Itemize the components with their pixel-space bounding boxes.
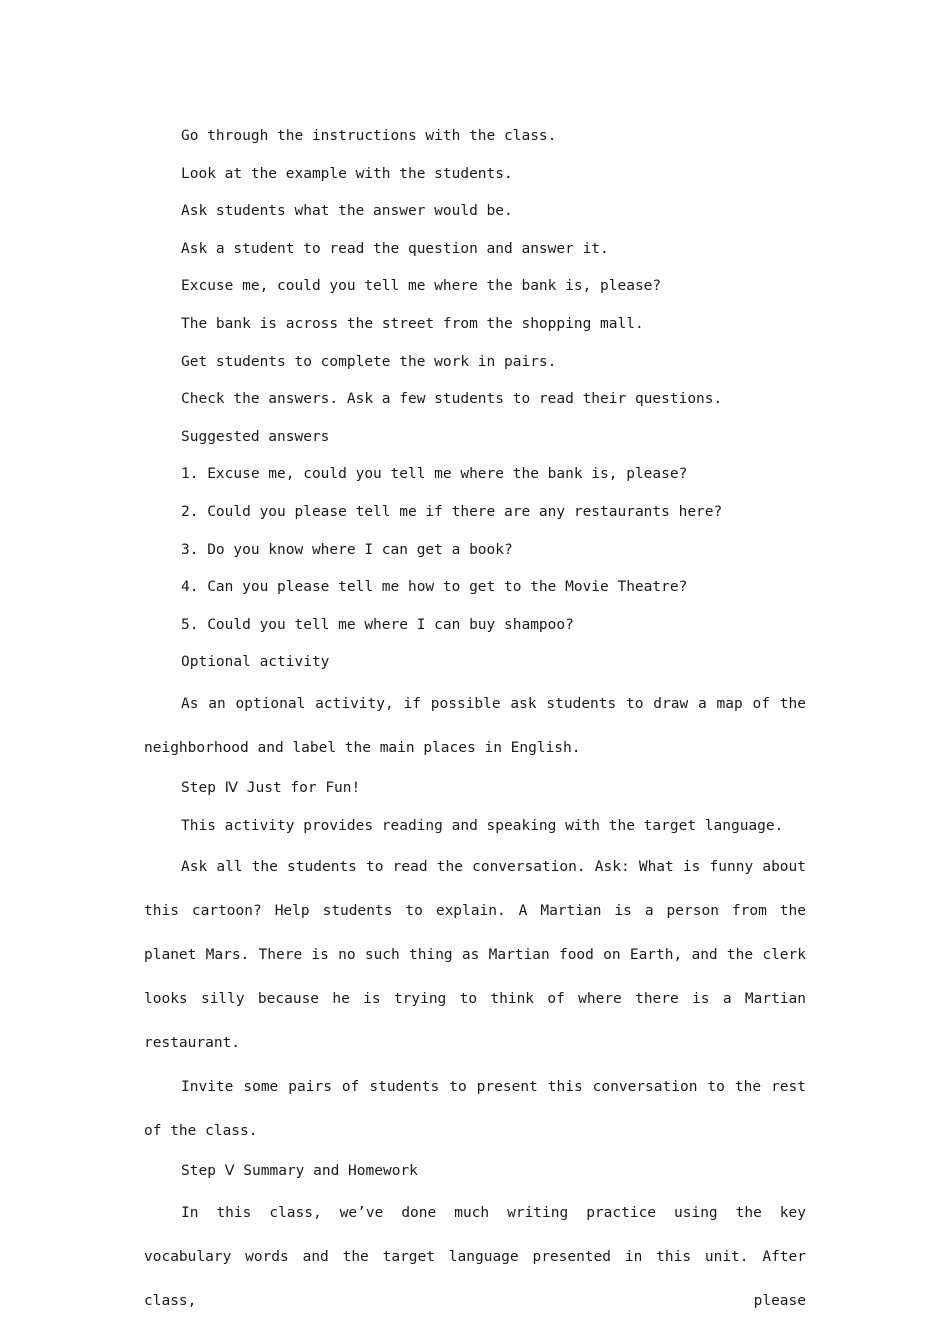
presentation-paragraph: Invite some pairs of students to present this conversation to the rest of the class. bbox=[144, 1079, 806, 1140]
answer-item: 5. Could you tell me where I can buy shampoo? bbox=[181, 616, 574, 633]
answer-item: 1. Excuse me, could you tell me where the bank is, please? bbox=[181, 466, 688, 483]
example-answer: The bank is across the street from the shopping mall. bbox=[181, 315, 644, 332]
answer-item: 2. Could you please tell me if there are any restaurants here? bbox=[181, 503, 723, 520]
summary-paragraph: In this class, we’ve done much writing practice using the key vocabulary words and the target language presented in this unit. After class, please bbox=[144, 1204, 806, 1309]
answer-item: 3. Do you know where I can get a book? bbox=[181, 541, 513, 558]
instruction-paragraph: Ask a student to read the question and answer it. bbox=[181, 240, 609, 257]
example-question: Excuse me, could you tell me where the bank is, please? bbox=[181, 278, 662, 295]
step-heading-summary-homework: Step Ⅴ Summary and Homework bbox=[181, 1163, 418, 1180]
cartoon-explanation-paragraph: Ask all the students to read the conversation. Ask: What is funny about this cartoon? Help students to explain. A Martian is a person from the planet Mars. There is no such thing as Martian food on Earth, and the clerk looks silly because he is trying to think of where there is a Martian restaurant. bbox=[144, 859, 806, 1052]
step-heading-just-for-fun: Step Ⅳ Just for Fun! bbox=[181, 779, 361, 796]
instruction-paragraph: This activity provides reading and speaking with the target language. bbox=[181, 817, 784, 834]
document-body bbox=[144, 118, 806, 1323]
optional-activity-paragraph: As an optional activity, if possible ask students to draw a map of the neighborhood and label the main places in English. bbox=[144, 695, 806, 756]
section-heading-optional-activity: Optional activity bbox=[181, 654, 330, 671]
answer-item: 4. Can you please tell me how to get to the Movie Theatre? bbox=[181, 579, 688, 596]
instruction-paragraph: Check the answers. Ask a few students to read their questions. bbox=[181, 391, 723, 408]
section-heading-suggested-answers: Suggested answers bbox=[181, 428, 330, 445]
instruction-paragraph: Ask students what the answer would be. bbox=[181, 203, 513, 220]
instruction-paragraph: Get students to complete the work in pairs. bbox=[181, 353, 557, 370]
instruction-paragraph: Go through the instructions with the class. bbox=[181, 128, 557, 144]
instruction-paragraph: Look at the example with the students. bbox=[181, 165, 513, 182]
